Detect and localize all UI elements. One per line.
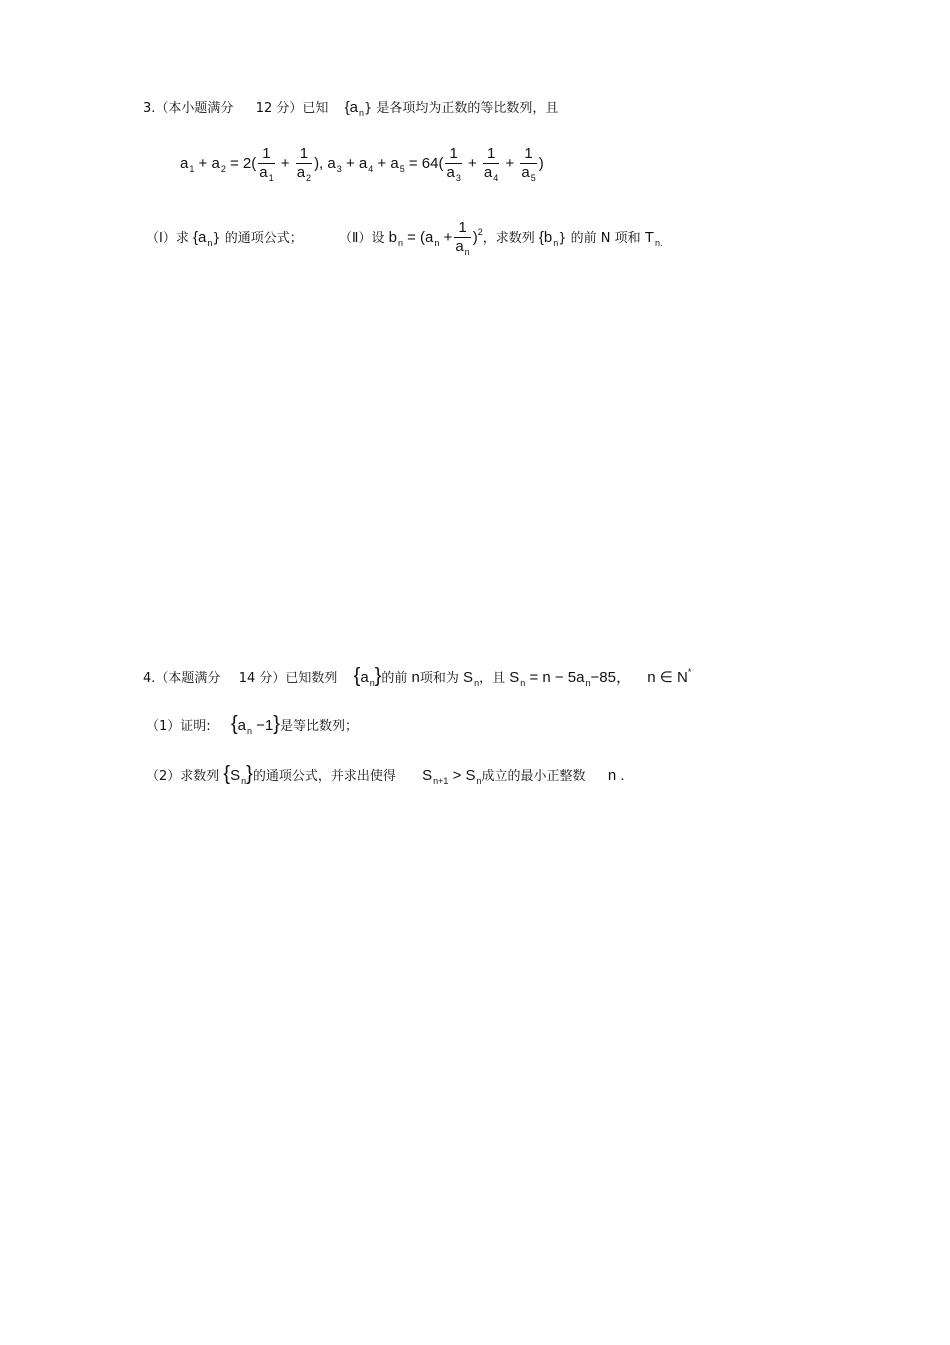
q3-equation: $a_1 + a_2 = 2$( $\frac{1}{a_1}$ + $\frac{1}{a_2}$ ), $a_3 + a_4 + a_5 = 64$( $\frac{1}{a_3}$ + $\frac{1}{a_4}$ + $\frac{1}{a_5}$ )	[180, 145, 544, 184]
q4-part1-label: （1）证明:	[146, 719, 211, 734]
q4-title-prefix: 4.（本题满分	[143, 671, 221, 686]
q3-part2-N: N 项和	[600, 231, 641, 246]
q3-part2-label: （Ⅱ）设	[339, 231, 385, 246]
q4-n: n	[411, 669, 420, 686]
q4-Sn: $S_n$	[463, 669, 480, 688]
q3-seq: {$a_n$	[344, 99, 365, 118]
q3-part1-label: （Ⅰ）求	[146, 231, 189, 246]
q4-part2-text: 的通项公式，并求出使得	[252, 769, 396, 784]
q3-part2-T: $T_{n.}$	[644, 229, 663, 248]
q3-parts	[146, 218, 662, 259]
fraction: $\frac{1}{a_1}$	[259, 145, 274, 184]
q3-part1-seq: {$a_n$	[192, 229, 213, 248]
q4-part1	[146, 712, 358, 739]
q3-part2-tail: } 的前	[558, 231, 597, 246]
q4-part2-inequality: $S_{n+1} > S_n$	[422, 767, 482, 786]
fraction: $\frac{1}{a_4}$	[483, 145, 499, 184]
q4-part1-seq: $\{a_n -1\}$	[230, 713, 280, 736]
q4-title	[143, 664, 691, 691]
q4-seq: $\{a_n\}$	[353, 665, 382, 688]
q3-part2-seq: {$b_n$	[538, 229, 559, 248]
q3-part2-text: ，求数列	[482, 231, 535, 246]
q4-equation: $S_n = n - 5a_n-85$，	[509, 669, 631, 688]
q3-title-suffix: } 是各项均为正数的等比数列，且	[364, 101, 559, 116]
fraction: $\frac{1}{a_n}$	[455, 219, 470, 258]
q4-part2	[146, 762, 625, 789]
q4-text3: ，且	[479, 671, 506, 686]
q3-title	[143, 98, 558, 119]
q3-part2-formula: $b_n = (a_n$ + $\frac{1}{a_n}$ )$^2$	[388, 219, 483, 258]
q3-score: 12 分）已知	[255, 101, 329, 116]
q3-title-prefix: 3.（本小题满分	[143, 101, 234, 116]
q4-condition: n ∈ N*	[647, 667, 692, 686]
q4-part2-seq: $\{S_n\}$	[223, 763, 253, 786]
q4-part2-label: （2）求数列	[146, 769, 220, 784]
fraction: $\frac{1}{a_3}$	[446, 145, 461, 184]
q4-part2-var: n .	[607, 767, 625, 784]
q4-part2-tail: 成立的最小正整数	[481, 769, 586, 784]
fraction: $\frac{1}{a_2}$	[296, 145, 312, 184]
q4-text2: 项和为	[419, 671, 459, 686]
q4-part1-text: 是等比数列；	[279, 719, 358, 734]
q4-score: 14 分）已知数列	[238, 671, 338, 686]
fraction: $\frac{1}{a_5}$	[521, 145, 536, 184]
q4-text1: 的前	[381, 671, 408, 686]
q3-part1-text: } 的通项公式；	[212, 231, 303, 246]
